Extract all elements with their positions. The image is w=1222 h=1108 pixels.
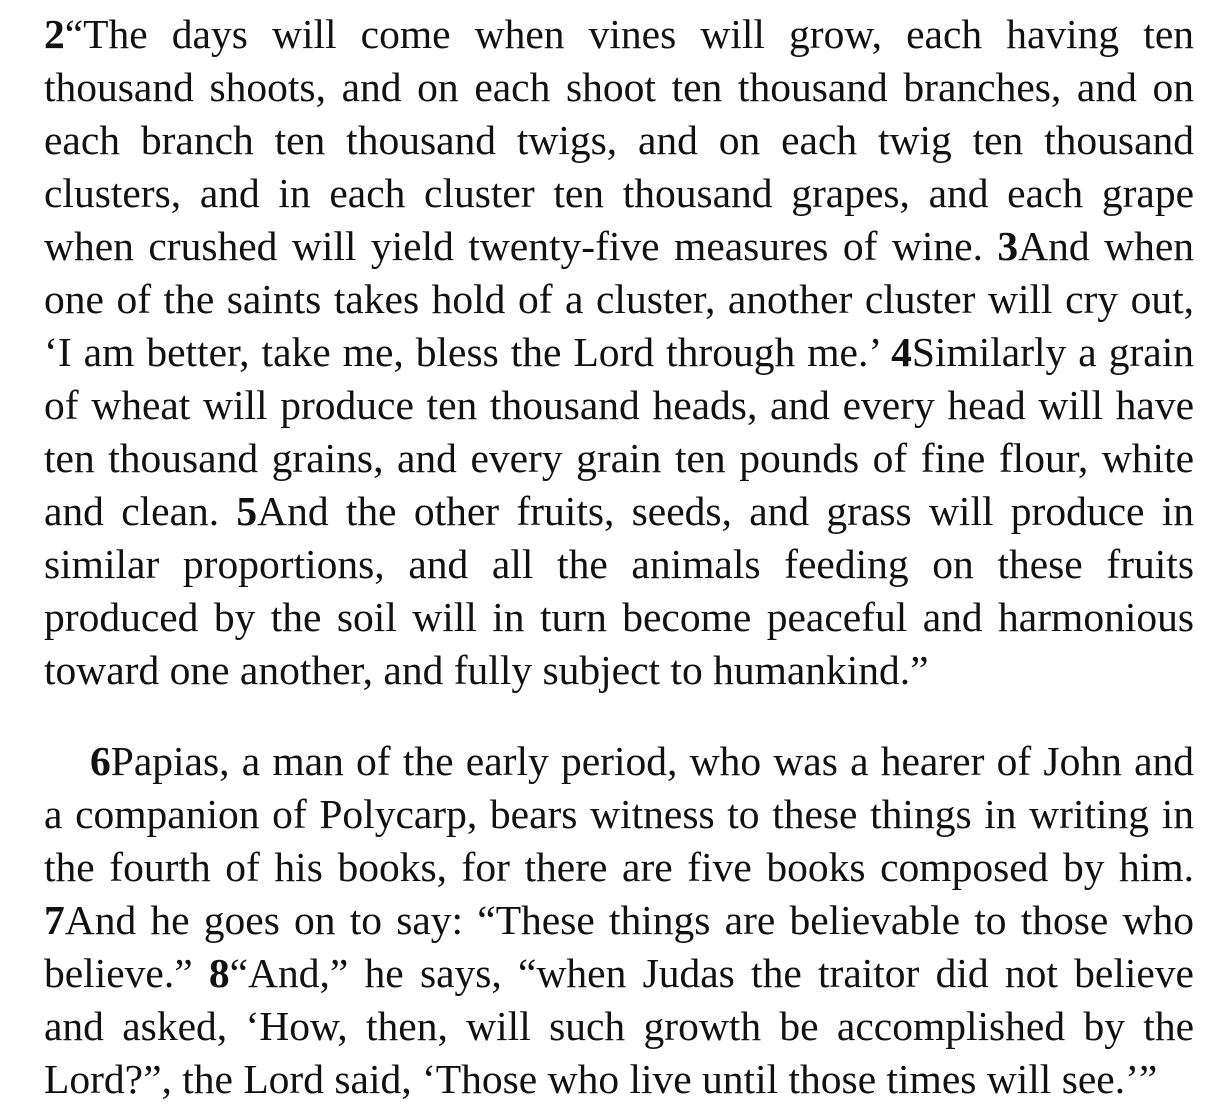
verse-number: 6 — [90, 738, 111, 784]
verse-text: And the other fruits, seeds, and grass will produce in similar proportions, and all the animals feeding on these fruits produced by the soil will in turn become peaceful and harmonious toward one another, and fully subject to humankind.” — [44, 488, 1194, 693]
verse-number: 4 — [891, 329, 912, 375]
verse-text: Papias, a man of the early period, who was a hearer of John and a companion of Polycarp, bears witness to these things in writing in the fourth of his books, for there are five books composed by him. — [44, 738, 1194, 890]
paragraph-verses-2-5 — [44, 8, 1194, 697]
verse-text: “The days will come when vines will grow, each having ten thousand shoots, and on each shoot ten thousand branches, and on each branch ten thousand twigs, and on each twig ten thousand clusters, and in each cluster ten thousand grapes, and each grape when crushed will yield twenty-five measures of wine. — [44, 11, 1194, 269]
verse-number: 3 — [997, 223, 1019, 269]
paragraph-verses-6-8 — [44, 735, 1194, 1106]
verse-text: And he goes on to say: “These things are believable to those who believe.” — [44, 897, 1194, 996]
verse-number: 5 — [236, 488, 258, 534]
verse-text: “And,” he says, “when Judas the traitor did not believe and asked, ‘How, then, will such growth be accomplished by the Lord?”, the Lord said, ‘Those who live until those times will see.’” — [44, 950, 1194, 1102]
verse-number: 7 — [44, 897, 65, 943]
verse-text: Similarly a grain of wheat will produce ten thousand heads, and every head will have ten thousand grains, and every grain ten pounds of fine flour, white and clean. — [44, 329, 1195, 534]
verse-number: 2 — [44, 11, 65, 57]
document-page — [44, 8, 1194, 1106]
verse-text: And when one of the saints takes hold of a cluster, another cluster will cry out, ‘I am better, take me, bless the Lord through me.’ — [44, 223, 1194, 375]
verse-number: 8 — [208, 950, 230, 996]
